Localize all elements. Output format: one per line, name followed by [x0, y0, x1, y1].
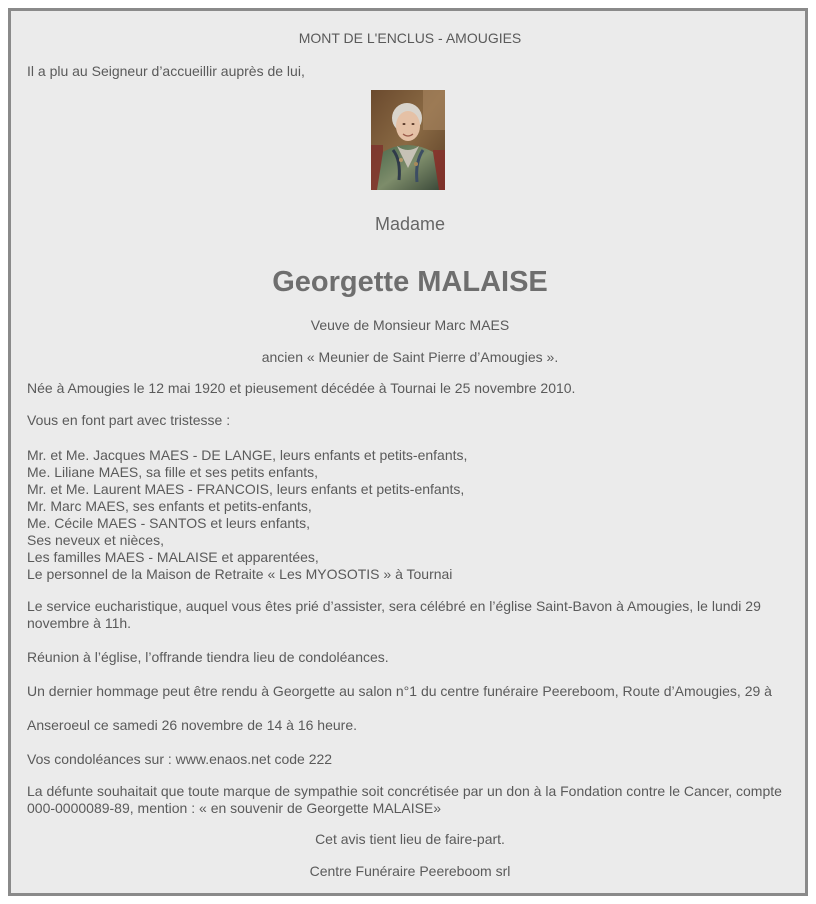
- family-member: Me. Liliane MAES, sa fille et ses petits enfants,: [27, 464, 319, 480]
- deceased-name: Georgette MALAISE: [272, 266, 548, 298]
- funeral-home-name: Centre Funéraire Peereboom srl: [309, 863, 511, 879]
- family-list: [27, 447, 793, 583]
- family-member: Mr. Marc MAES, ses enfants et petits-enfants,: [27, 498, 312, 514]
- service-info: Le service eucharistique, auquel vous êtes prié d’assister, sera célébré en l’église Saint-Bavon à Amougies, le lundi 29 novembre à 11h.: [27, 598, 761, 631]
- condolences-info: Vos condoléances sur : www.enaos.net code 222: [27, 751, 333, 767]
- honorific: Madame: [374, 214, 446, 234]
- portrait-photo: [371, 90, 445, 190]
- family-member: Me. Cécile MAES - SANTOS et leurs enfants,: [27, 515, 310, 531]
- family-member: Ses neveux et nièces,: [27, 532, 164, 548]
- obituary-notice: [8, 8, 808, 896]
- intro-text: Il a plu au Seigneur d’accueillir auprès de lui,: [27, 63, 305, 79]
- reunion-info: Réunion à l’église, l’offrande tiendra lieu de condoléances.: [27, 649, 389, 665]
- family-member: Mr. et Me. Jacques MAES - DE LANGE, leurs enfants et petits-enfants,: [27, 447, 468, 463]
- family-member: Le personnel de la Maison de Retraite « Les MYOSOTIS » à Tournai: [27, 566, 453, 582]
- family-member: Les familles MAES - MALAISE et apparentées,: [27, 549, 319, 565]
- former-role: ancien « Meunier de Saint Pierre d’Amougies ».: [261, 349, 559, 365]
- family-member: Mr. et Me. Laurent MAES - FRANCOIS, leurs enfants et petits-enfants,: [27, 481, 465, 497]
- faire-part-note: Cet avis tient lieu de faire-part.: [315, 831, 505, 847]
- announcement-line: Vous en font part avec tristesse :: [27, 412, 231, 428]
- location-header: MONT DE L'ENCLUS - AMOUGIES: [298, 30, 522, 46]
- widow-of: Veuve de Monsieur Marc MAES: [310, 317, 510, 333]
- birth-death-info: Née à Amougies le 12 mai 1920 et pieusement décédée à Tournai le 25 novembre 2010.: [27, 380, 576, 396]
- tribute-info: Un dernier hommage peut être rendu à Georgette au salon n°1 du centre funéraire Peereboom, Route d’Amougies, 29 à: [27, 683, 772, 699]
- tribute-info-continued: Anseroeul ce samedi 26 novembre de 14 à 16 heure.: [27, 717, 357, 733]
- donation-info: La défunte souhaitait que toute marque de sympathie soit concrétisée par un don à la Fondation contre le Cancer, compte 000-0000089-89, mention : « en souvenir de Georgette MALAISE»: [27, 783, 782, 816]
